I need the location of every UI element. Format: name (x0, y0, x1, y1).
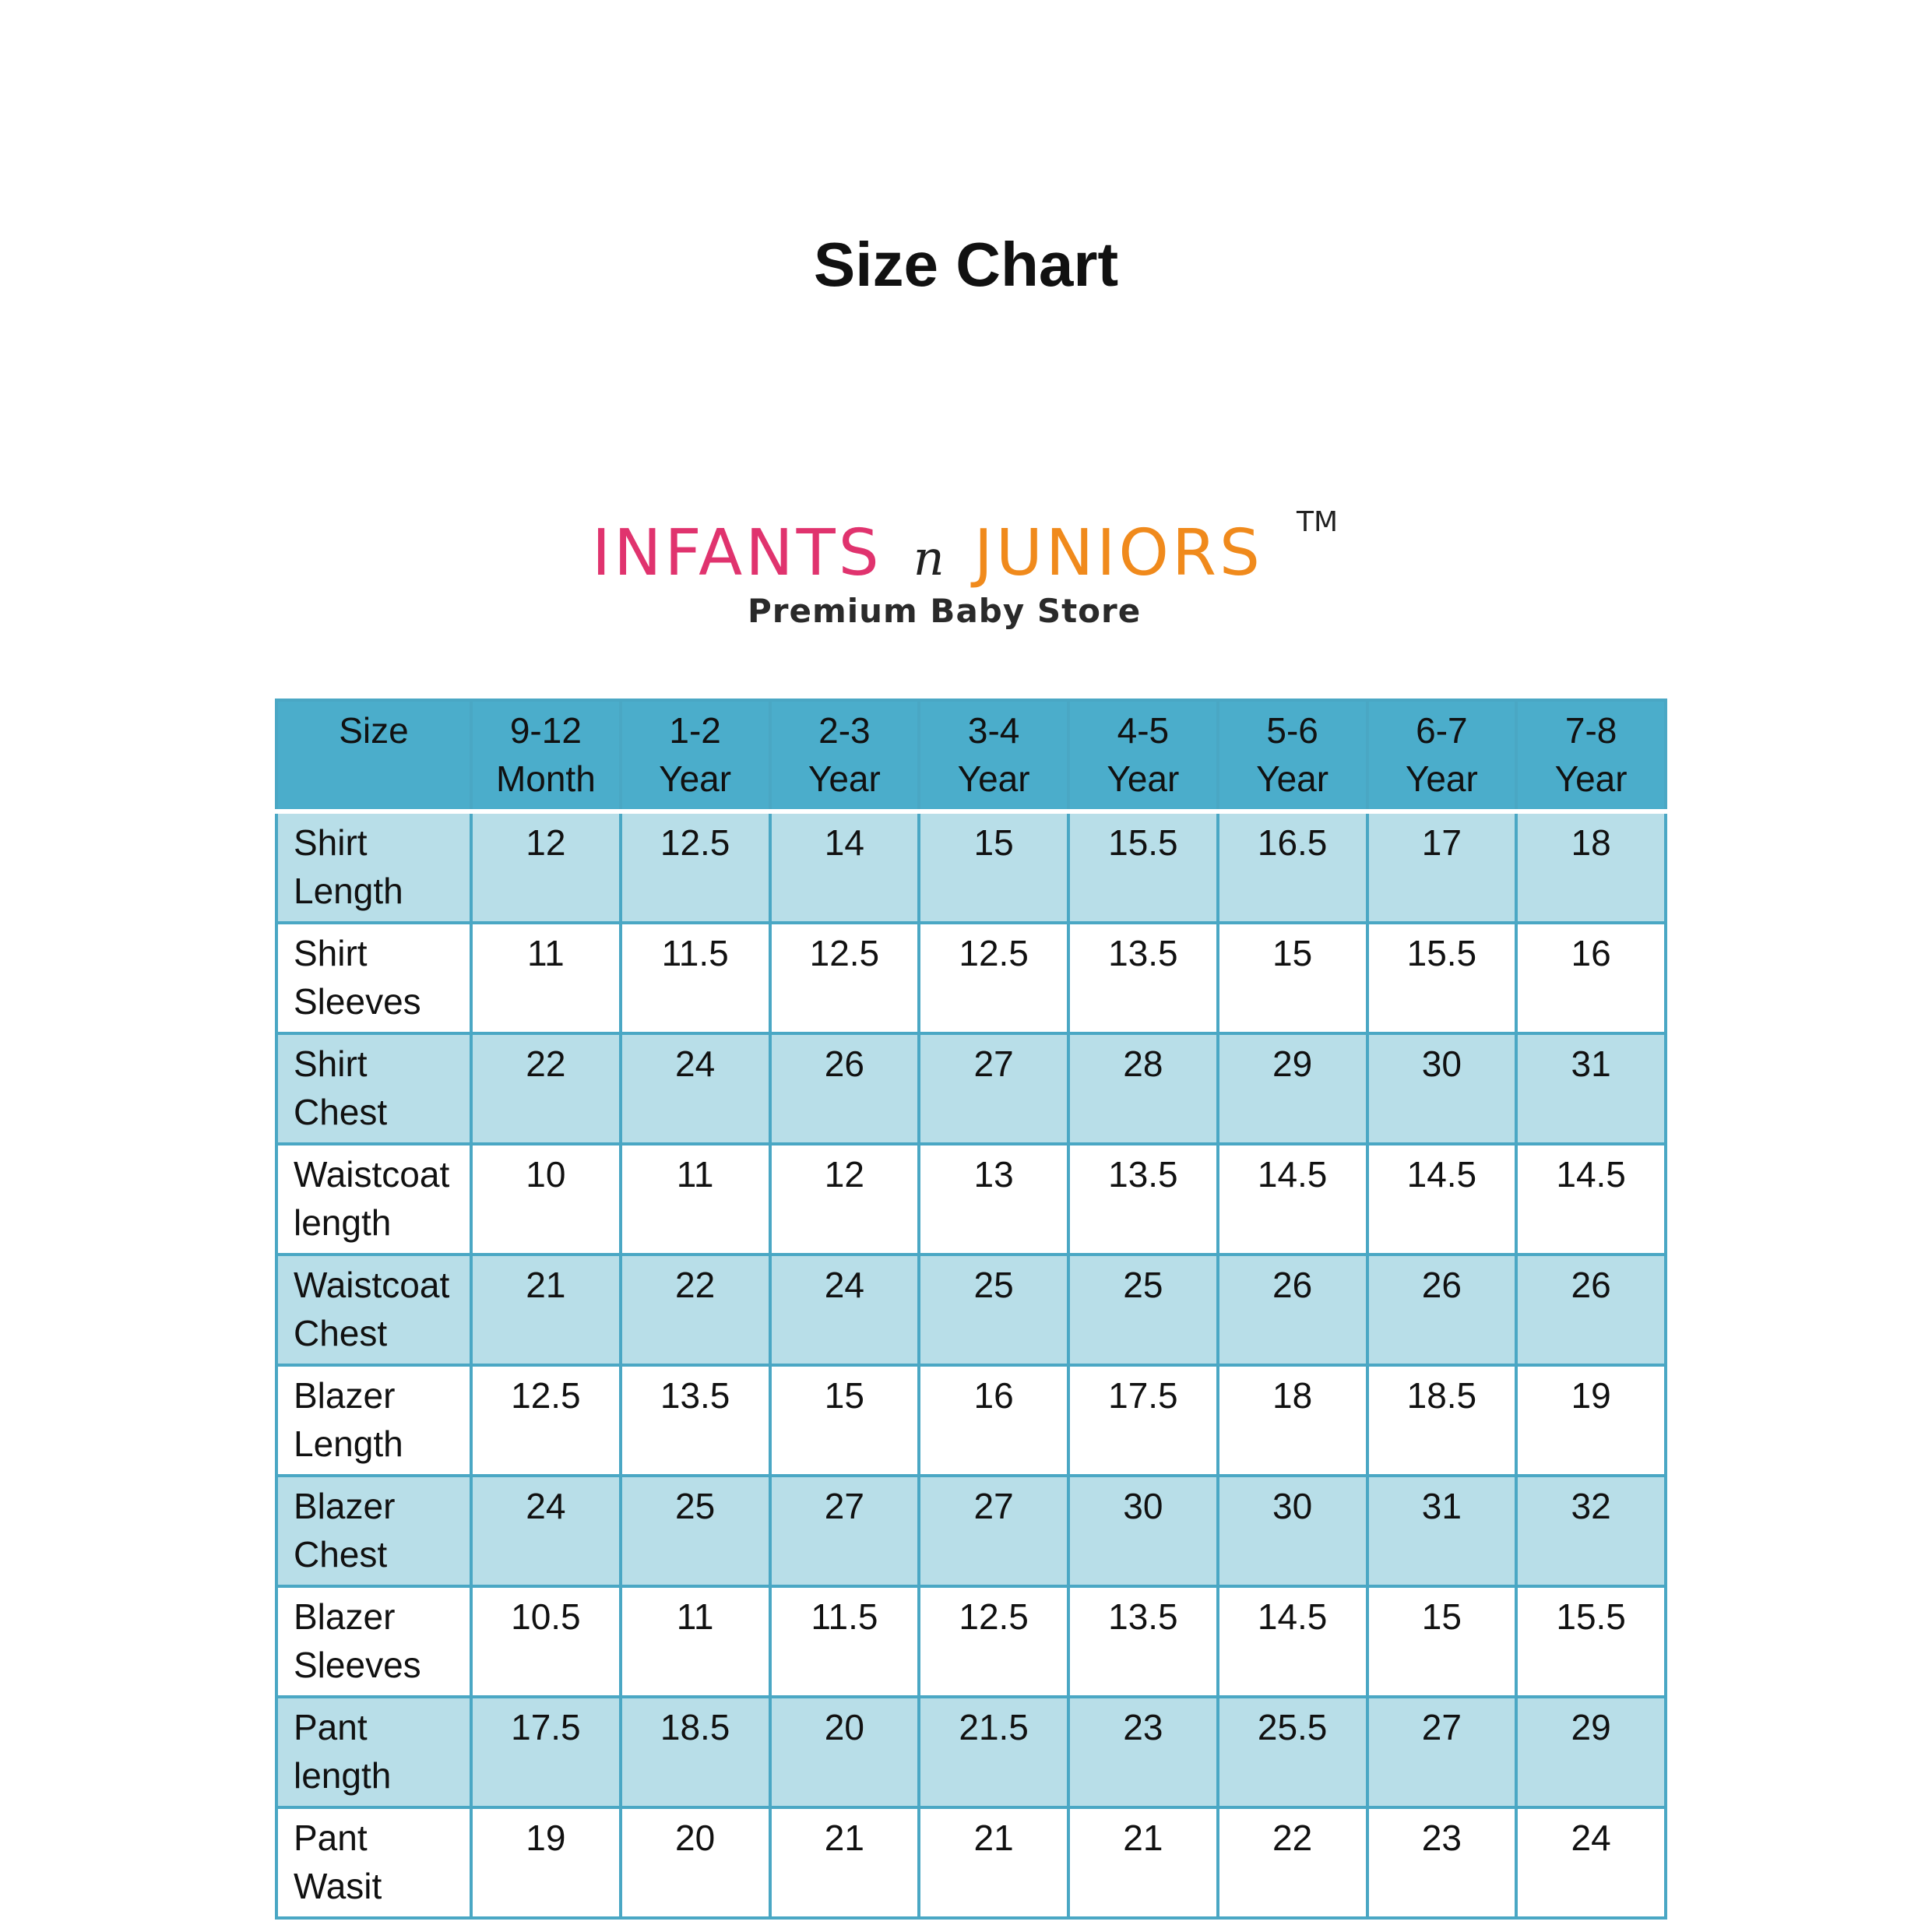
table-cell: 24 (1516, 1807, 1666, 1918)
header-cell-age (770, 700, 920, 811)
logo-connector: n (913, 530, 948, 586)
table-cell: 21 (471, 1255, 621, 1365)
table-cell: 11.5 (770, 1586, 920, 1697)
header-cell-age (1218, 700, 1367, 811)
header-cell-text: Year (957, 758, 1030, 799)
header-cell-size (276, 700, 471, 811)
table-cell: 18 (1516, 811, 1666, 923)
table-cell: 19 (1516, 1365, 1666, 1476)
table-cell: 11 (621, 1144, 770, 1255)
table-row (276, 1144, 1666, 1255)
header-cell-text: 1-2 (669, 710, 721, 751)
header-cell-text: 9-12 (509, 710, 582, 751)
table-body (276, 811, 1666, 1918)
table-header (276, 700, 1666, 811)
header-cell-text: Year (1256, 758, 1329, 799)
table-cell: 27 (919, 1033, 1068, 1144)
table-cell: 15 (770, 1365, 920, 1476)
size-chart-table (275, 699, 1667, 1920)
row-label-text: Chest (294, 1313, 388, 1353)
row-label-text: Pant (294, 1818, 368, 1858)
row-label (276, 1144, 471, 1255)
table-cell: 25 (621, 1476, 770, 1586)
table-cell: 13 (919, 1144, 1068, 1255)
table-cell: 15.5 (1516, 1586, 1666, 1697)
row-label-text: length (294, 1755, 392, 1796)
row-label (276, 1365, 471, 1476)
table-cell: 12.5 (621, 811, 770, 923)
row-label-text: Blazer (294, 1375, 396, 1416)
table-cell: 13.5 (621, 1365, 770, 1476)
row-label (276, 1697, 471, 1807)
header-cell-text: 6-7 (1416, 710, 1468, 751)
table-cell: 30 (1367, 1033, 1517, 1144)
table-cell: 11 (621, 1586, 770, 1697)
row-label (276, 811, 471, 923)
row-label-text: Sleeves (294, 981, 421, 1022)
table-cell: 12.5 (919, 1586, 1068, 1697)
table-cell: 21.5 (919, 1697, 1068, 1807)
table-cell: 22 (1218, 1807, 1367, 1918)
table-cell: 19 (471, 1807, 621, 1918)
table-cell: 24 (471, 1476, 621, 1586)
table-cell: 24 (621, 1033, 770, 1144)
header-cell-text: 4-5 (1117, 710, 1170, 751)
header-cell-text: Size (339, 710, 409, 751)
table-cell: 29 (1516, 1697, 1666, 1807)
table-row (276, 923, 1666, 1033)
table-cell: 13.5 (1068, 1144, 1218, 1255)
table-cell: 14.5 (1218, 1586, 1367, 1697)
table-cell: 22 (621, 1255, 770, 1365)
table-cell: 14 (770, 811, 920, 923)
table-cell: 28 (1068, 1033, 1218, 1144)
table-cell: 31 (1516, 1033, 1666, 1144)
brand-logo (592, 506, 1355, 639)
row-label-text: Wasit (294, 1866, 382, 1906)
table-cell: 17 (1367, 811, 1517, 923)
table-cell: 21 (1068, 1807, 1218, 1918)
header-cell-text: Year (1405, 758, 1478, 799)
table-cell: 12.5 (471, 1365, 621, 1476)
table-row (276, 1476, 1666, 1586)
table-cell: 12.5 (919, 923, 1068, 1033)
page-title: Size Chart (813, 230, 1119, 299)
table-row (276, 1586, 1666, 1697)
table-cell: 26 (1516, 1255, 1666, 1365)
logo-brand-right: JUNIORS (973, 516, 1263, 590)
table-cell: 13.5 (1068, 1586, 1218, 1697)
table-cell: 16 (1516, 923, 1666, 1033)
row-label-text: Chest (294, 1092, 388, 1132)
table-cell: 10 (471, 1144, 621, 1255)
table-cell: 14.5 (1218, 1144, 1367, 1255)
table-cell: 27 (770, 1476, 920, 1586)
row-label-text: Sleeves (294, 1645, 421, 1685)
table-cell: 15.5 (1367, 923, 1517, 1033)
table-row (276, 811, 1666, 923)
table-row (276, 1365, 1666, 1476)
table-cell: 17.5 (1068, 1365, 1218, 1476)
trademark-mark: TM (1297, 506, 1339, 538)
table-cell: 14.5 (1516, 1144, 1666, 1255)
table-cell: 17.5 (471, 1697, 621, 1807)
logo-tagline: Premium Baby Store (748, 592, 1142, 630)
table-cell: 26 (1218, 1255, 1367, 1365)
table-cell: 12.5 (770, 923, 920, 1033)
table-cell: 11 (471, 923, 621, 1033)
row-label-text: Pant (294, 1707, 368, 1747)
table-cell: 21 (770, 1807, 920, 1918)
table-cell: 12 (471, 811, 621, 923)
table-cell: 18.5 (621, 1697, 770, 1807)
table-cell: 15.5 (1068, 811, 1218, 923)
header-cell-age (919, 700, 1068, 811)
header-cell-age (1068, 700, 1218, 811)
table-cell: 25 (1068, 1255, 1218, 1365)
header-cell-text: Year (1554, 758, 1628, 799)
table-cell: 30 (1218, 1476, 1367, 1586)
row-label (276, 1476, 471, 1586)
row-label-text: length (294, 1202, 392, 1243)
header-cell-text: Month (495, 758, 596, 799)
table-cell: 10.5 (471, 1586, 621, 1697)
row-label-text: Blazer (294, 1486, 396, 1526)
table-cell: 27 (1367, 1697, 1517, 1807)
row-label (276, 1586, 471, 1697)
table-cell: 32 (1516, 1476, 1666, 1586)
table-cell: 13.5 (1068, 923, 1218, 1033)
table-row (276, 1255, 1666, 1365)
table-cell: 23 (1068, 1697, 1218, 1807)
header-cell-text: Year (808, 758, 881, 799)
table-cell: 15 (1218, 923, 1367, 1033)
header-cell-text: 7-8 (1564, 710, 1617, 751)
table-cell: 12 (770, 1144, 920, 1255)
header-cell-text: 3-4 (967, 710, 1020, 751)
header-cell-age (471, 700, 621, 811)
row-label-text: Shirt (294, 822, 368, 863)
table-cell: 16 (919, 1365, 1068, 1476)
header-cell-text: Year (1107, 758, 1180, 799)
header-cell-text: 5-6 (1266, 710, 1318, 751)
logo-brand-left: INFANTS (592, 516, 882, 590)
table-cell: 26 (770, 1033, 920, 1144)
table-cell: 20 (621, 1807, 770, 1918)
row-label-text: Waistcoat (294, 1265, 450, 1305)
table-cell: 21 (919, 1807, 1068, 1918)
row-label-text: Length (294, 871, 403, 911)
table-cell: 29 (1218, 1033, 1367, 1144)
table-cell: 23 (1367, 1807, 1517, 1918)
table-cell: 25 (919, 1255, 1068, 1365)
row-label (276, 923, 471, 1033)
table-cell: 20 (770, 1697, 920, 1807)
table-cell: 22 (471, 1033, 621, 1144)
header-cell-text: 2-3 (818, 710, 871, 751)
row-label-text: Blazer (294, 1596, 396, 1637)
table-cell: 24 (770, 1255, 920, 1365)
row-label-text: Chest (294, 1534, 388, 1575)
row-label-text: Waistcoat (294, 1154, 450, 1195)
table-cell: 11.5 (621, 923, 770, 1033)
row-label (276, 1033, 471, 1144)
table-cell: 18.5 (1367, 1365, 1517, 1476)
header-cell-age (1367, 700, 1517, 811)
logo-wordmark (592, 516, 1263, 590)
table-cell: 26 (1367, 1255, 1517, 1365)
table-cell: 14.5 (1367, 1144, 1517, 1255)
table-row (276, 1033, 1666, 1144)
row-label (276, 1255, 471, 1365)
row-label-text: Shirt (294, 933, 368, 973)
table-cell: 15 (919, 811, 1068, 923)
table-row (276, 1697, 1666, 1807)
table-cell: 16.5 (1218, 811, 1367, 923)
table-cell: 25.5 (1218, 1697, 1367, 1807)
header-cell-age (621, 700, 770, 811)
table-cell: 30 (1068, 1476, 1218, 1586)
table-cell: 15 (1367, 1586, 1517, 1697)
header-row (276, 700, 1666, 811)
header-cell-age (1516, 700, 1666, 811)
table-row (276, 1807, 1666, 1918)
row-label-text: Shirt (294, 1043, 368, 1084)
table-cell: 18 (1218, 1365, 1367, 1476)
table-cell: 31 (1367, 1476, 1517, 1586)
table-cell: 27 (919, 1476, 1068, 1586)
header-cell-text: Year (659, 758, 732, 799)
row-label (276, 1807, 471, 1918)
row-label-text: Length (294, 1423, 403, 1464)
